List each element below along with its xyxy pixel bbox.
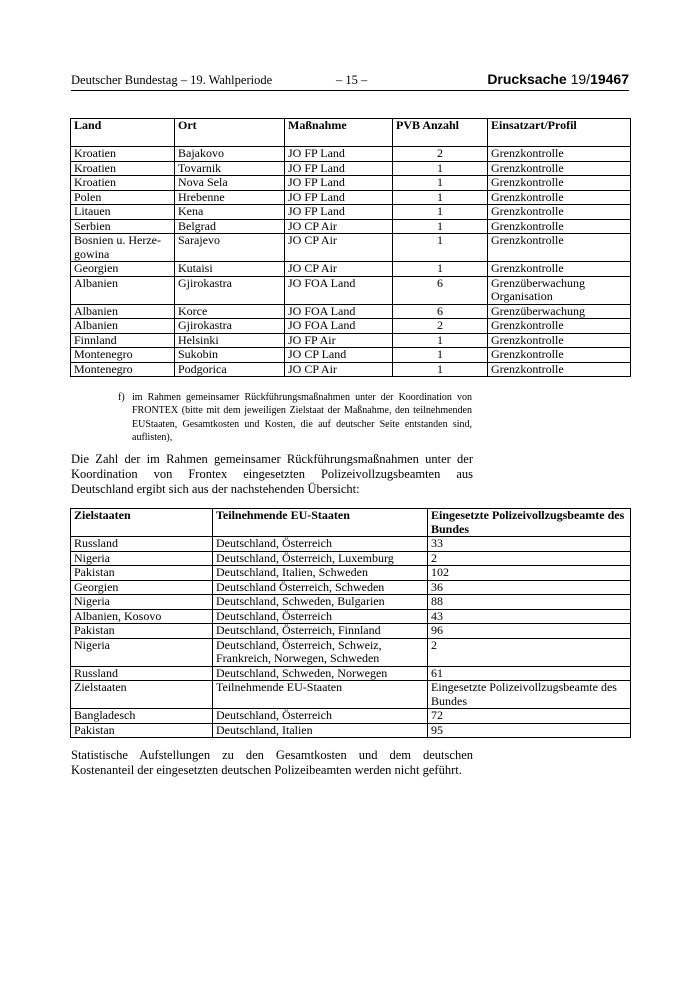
table-cell: Grenzkontrolle [488,319,631,334]
table-cell: 1 [393,219,488,234]
table-row [71,262,631,277]
table-cell: Serbien [71,219,175,234]
table-cell: Georgien [71,580,213,595]
header-cell: Ort [175,119,285,147]
table-cell: Nigeria [71,638,213,666]
table-cell: Helsinki [175,333,285,348]
table-cell: 72 [428,709,631,724]
table-cell: Bangladesch [71,709,213,724]
table-cell: 33 [428,537,631,552]
table-cell: Deutschland, Österreich [213,609,428,624]
table-cell: Pakistan [71,624,213,639]
table-cell: Albanien, Kosovo [71,609,213,624]
table-cell: Grenzkontrolle [488,190,631,205]
table-cell: JO FP Air [285,333,393,348]
header-cell: Eingesetzte Polizeivollzugsbeamte des Bundes [428,509,631,537]
table-cell: Russland [71,666,213,681]
table-cell: JO FOA Land [285,276,393,304]
header-number: 19467 [590,71,629,87]
table-cell: Belgrad [175,219,285,234]
table-cell: 1 [393,348,488,363]
table-row [71,176,631,191]
table-cell: JO FOA Land [285,319,393,334]
table-cell: 1 [393,362,488,377]
table-cell: Polen [71,190,175,205]
table-cell: Montenegro [71,348,175,363]
table-cell: 1 [393,205,488,220]
table-cell: JO FOA Land [285,304,393,319]
page-header [71,72,629,90]
table-cell: Grenzkontrolle [488,362,631,377]
table-cell: Deutschland, Italien, Schweden [213,566,428,581]
table-cell: Deutschland, Schweden, Norwegen [213,666,428,681]
table-header-row [71,509,631,537]
table-cell: Litauen [71,205,175,220]
table-row [71,709,631,724]
table-cell: Grenzkontrolle [488,161,631,176]
header-number-prefix: 19/ [570,71,591,87]
table-cell: JO CP Land [285,348,393,363]
table-cell: 2 [393,319,488,334]
table-cell: Grenzkontrolle [488,147,631,162]
table-cell: Grenzkontrolle [488,348,631,363]
deployment-table [70,118,631,377]
table-row [71,624,631,639]
table-cell: Deutschland Österreich, Schweden [213,580,428,595]
header-cell: PVB Anzahl [393,119,488,147]
table-cell: 1 [393,333,488,348]
table-cell: Albanien [71,319,175,334]
table-cell: Georgien [71,262,175,277]
table-row [71,638,631,666]
table-row [71,205,631,220]
table-row [71,219,631,234]
table-cell: Deutschland, Österreich [213,709,428,724]
table-cell: Kroatien [71,161,175,176]
table-cell: 95 [428,723,631,738]
table-header-row [71,119,631,147]
table-row [71,681,631,709]
table-cell: Russland [71,537,213,552]
table-cell: Albanien [71,304,175,319]
table-cell: 36 [428,580,631,595]
table-row [71,723,631,738]
table-cell: Sarajevo [175,234,285,262]
table-row [71,362,631,377]
return-operations-table [70,508,631,738]
table-cell: Sukobin [175,348,285,363]
header-cell: Zielstaaten [71,509,213,537]
table-cell: Bajakovo [175,147,285,162]
table-row [71,537,631,552]
table-cell: JO FP Land [285,190,393,205]
table-cell: Deutschland, Schweden, Bulgarien [213,595,428,610]
table-cell: Montenegro [71,362,175,377]
table-cell: Grenzkontrolle [488,205,631,220]
table-cell: Bosnien u. Herze-gowina [71,234,175,262]
table-cell: JO FP Land [285,205,393,220]
table-cell: Pakistan [71,723,213,738]
table-cell: 88 [428,595,631,610]
header-page-number: – 15 – [336,73,368,87]
header-cell: Einsatzart/Profil [488,119,631,147]
table-cell: Teilnehmende EU-Staaten [213,681,428,709]
table-cell: 1 [393,176,488,191]
table-cell: Grenzüberwachung [488,304,631,319]
closing-paragraph: Statistische Aufstellungen zu den Gesamtkosten und dem deutschen Kostenanteil der eingesetzten deutschen Polizeibeamten werden nicht geführt. [71,748,473,777]
table-row [71,161,631,176]
table-cell: Grenzüberwachung Organisation [488,276,631,304]
table-cell: 6 [393,304,488,319]
table-cell: 1 [393,234,488,262]
table-cell: Deutschland, Italien [213,723,428,738]
table-cell: Grenzkontrolle [488,219,631,234]
table-row [71,595,631,610]
table-row [71,551,631,566]
table-cell: Korce [175,304,285,319]
table-cell: Kena [175,205,285,220]
table-row [71,566,631,581]
table-cell: Deutschland, Österreich [213,537,428,552]
table-cell: Hrebenne [175,190,285,205]
header-cell: Maßnahme [285,119,393,147]
table-cell: Zielstaaten [71,681,213,709]
table-cell: Gjirokastra [175,276,285,304]
table-row [71,333,631,348]
table-cell: JO FP Land [285,176,393,191]
table-cell: Kroatien [71,147,175,162]
table-cell: 2 [428,551,631,566]
table-cell: Deutschland, Österreich, Finnland [213,624,428,639]
table-cell: 6 [393,276,488,304]
table-cell: Eingesetzte Polizeivollzugsbeamte des Bundes [428,681,631,709]
table-cell: Grenzkontrolle [488,176,631,191]
table-cell: Podgorica [175,362,285,377]
table-row [71,147,631,162]
table-cell: JO CP Air [285,219,393,234]
table-row [71,666,631,681]
table-cell: 1 [393,262,488,277]
table-cell: Albanien [71,276,175,304]
table-cell: Grenzkontrolle [488,234,631,262]
table-cell: 2 [428,638,631,666]
table-cell: 1 [393,161,488,176]
header-rule [71,90,629,91]
footnote-label: f) [118,392,125,403]
table-row [71,609,631,624]
table-cell: 61 [428,666,631,681]
header-cell: Land [71,119,175,147]
table-cell: JO FP Land [285,161,393,176]
table-cell: Nigeria [71,551,213,566]
table-row [71,580,631,595]
table-cell: Pakistan [71,566,213,581]
table-cell: JO CP Air [285,234,393,262]
header-drucksache-label: Drucksache [487,71,567,87]
table-cell: Deutschland, Österreich, Luxemburg [213,551,428,566]
header-publication: Deutscher Bundestag – 19. Wahlperiode [71,73,273,87]
table-cell: Finnland [71,333,175,348]
table-row [71,319,631,334]
table-row [71,234,631,262]
table-row [71,276,631,304]
table-cell: Deutschland, Österreich, Schweiz, Frankreich, Norwegen, Schweden [213,638,428,666]
table-cell: Kutaisi [175,262,285,277]
answer-paragraph: Die Zahl der im Rahmen gemeinsamer Rückführungsmaßnahmen unter der Koordination von Frontex eingesetzten Polizeivollzugsbeamten aus Deutschland ergibt sich aus der nachstehenden Übersicht: [71,452,473,496]
table-cell: Grenzkontrolle [488,262,631,277]
table-cell: Kroatien [71,176,175,191]
table-cell: Tovarnik [175,161,285,176]
table-cell: 1 [393,190,488,205]
table-cell: 102 [428,566,631,581]
table-cell: 2 [393,147,488,162]
table-cell: Nova Sela [175,176,285,191]
footnote-text: im Rahmen gemeinsamer Rückführungsmaßnahmen unter der Koordination von FRONTEX (bitte mit dem jeweiligen Zielstaat der Maßnahme, den teilnehmenden EUStaaten, Gesamtkosten und Kosten, die auf deutscher Seite entstanden sind, auflisten), [132,392,472,444]
table-cell: Grenzkontrolle [488,333,631,348]
table-cell: JO FP Land [285,147,393,162]
table-cell: Nigeria [71,595,213,610]
header-cell: Teilnehmende EU-Staaten [213,509,428,537]
table-cell: 96 [428,624,631,639]
table-cell: JO CP Air [285,362,393,377]
table-cell: 43 [428,609,631,624]
footnote-question-f [118,391,472,445]
table-cell: JO CP Air [285,262,393,277]
header-document-number [487,71,629,87]
table-row [71,304,631,319]
table-cell: Gjirokastra [175,319,285,334]
table-row [71,190,631,205]
table-row [71,348,631,363]
